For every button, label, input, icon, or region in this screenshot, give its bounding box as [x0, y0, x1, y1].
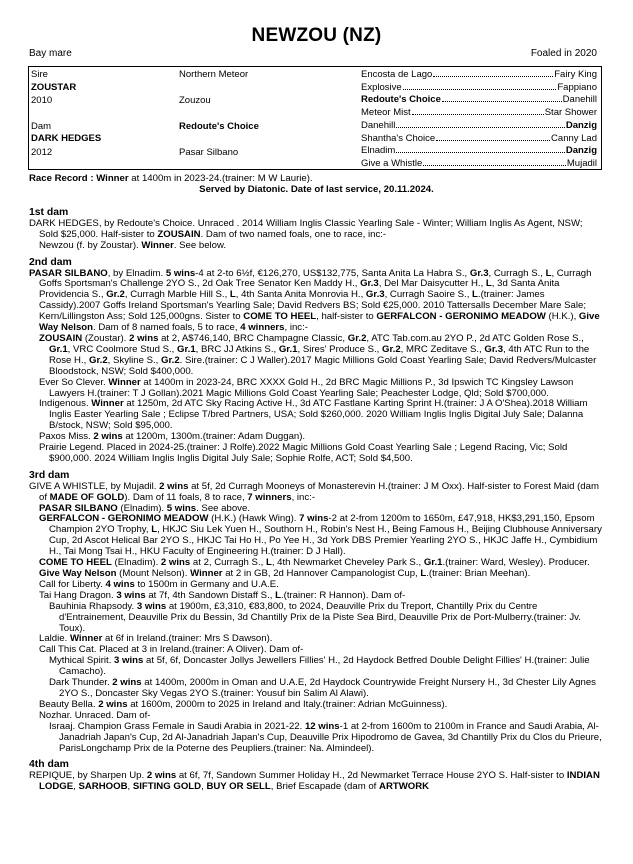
sire-label: Sire [31, 69, 48, 80]
family-entry: Indigenous. Winner at 1250m, 2d ATC Sky Racing Active H., 3d ATC Fastlane Karting Sprint H.(trainer: J A O'Shea).2018 William Inglis Easter Yearling Sale ; Eclipse T/bred Partners, USA; Sold $260,000. 2020 William Inglis Inglis Digital July Sale; Dalanna B/stock, NSW; Sold $95,000. [39, 398, 588, 432]
foaled-year: Foaled in 2020 [530, 48, 597, 59]
race-record-text: at 1400m in 2023-24.(trainer: M W Laurie). [131, 173, 313, 184]
section-heading: 2nd dam [29, 256, 72, 268]
ancestor-sire: Fairy King [554, 69, 597, 80]
pedigree-row [361, 107, 597, 118]
ancestor-sire: Danehill [562, 94, 597, 106]
horse-sex: Bay mare [29, 48, 72, 59]
family-entry: Bauhinia Rhapsody. 3 wins at 1900m, £3,310, €83,800, to 2024, Deauville Prix du Treport, Chantilly Prix du Centre d'Entrainement, Deauville Prix du Bessin, 3d Chantilly Prix de la Piste Sea Bird, Deauville Prix de Port-Mulberry.(trainer: Jv. Toux). [49, 600, 581, 634]
family-entry: Beauty Bella. 2 wins at 1600m, 2000m to 2025 in Ireland and Italy.(trainer: Adrian McGuinness). [39, 698, 448, 710]
ancestor-sire: Fappiano [557, 81, 597, 93]
ancestor-name: Danehill [361, 119, 396, 131]
dot-leader [442, 94, 562, 102]
ancestor-sire: Mujadil [566, 157, 597, 169]
dam-year: 2012 [31, 147, 53, 158]
family-entry: Ever So Clever. Winner at 1400m in 2023-24, BRC XXXX Gold H., 2d BRC Magic Millions P., 3d Ipswich TC Kingsley Lawson Lawyers H.(trainer: T J Gollan).2021 Magic Millions Gold Coast Yearling Sale; Peachester Lodge, Qld; Sold $700,000. [39, 376, 574, 399]
dot-leader [403, 82, 557, 90]
ancestor-name: Explosive [361, 81, 402, 93]
section-heading: 3rd dam [29, 469, 70, 481]
dot-leader [436, 133, 550, 141]
sire-sire: Northern Meteor [179, 69, 249, 80]
dam-sire: Redoute's Choice [179, 121, 259, 132]
horse-name: NEWZOU (NZ) [251, 25, 382, 46]
family-entry: GIVE A WHISTLE, by Mujadil. 2 wins at 5f, 2d Curragh Mooneys of Monasterevin H.(trainer: J M Oxx). Half-sister to Forest Maid (dam of MADE OF GOLD). Dam of 11 foals, 8 to race, 7 winners, inc:- [29, 480, 599, 503]
family-entry: Give Way Nelson (Mount Nelson). Winner at 2 in GB, 2d Hannover Campanologist Cup, L.(trainer: Brian Meehan). [39, 568, 531, 579]
family-entry: COME TO HEEL (Elnadim). 2 wins at 2, Curragh S., L, 4th Newmarket Cheveley Park S., Gr.1.(trainer: Ward, Wesley). Producer. [39, 557, 590, 569]
family-entry: Dark Thunder. 2 wins at 1400m, 2000m in Oman and U.A.E, 2d Haydock Countrywide Freight Nursery H., 3d Chester Lily Agnes 2YO S., Doncaster Sky Vegas 2YO S.(trainer: Yousuf bin Salim Al Alawi). [49, 677, 596, 699]
dam-section [29, 208, 604, 252]
family-entry: Newzou (f. by Zoustar). Winner. See below. [39, 239, 227, 251]
pedigree-row [361, 94, 597, 105]
sire-dam: Zouzou [179, 95, 211, 106]
family-entry: GERFALCON - GERONIMO MEADOW (H.K.) (Hawk Wing). 7 wins-2 at 2-from 1200m to 1650m, £47,918, HK$3,291,150, Epsom Champion 2YO Trophy, L, HKJC Siu Lek Yuen H., Southorn H., Robin's Nest H., Being Famous H., Beijing Clubhouse Anniversary Cup, 2d Ascot Helical Bar 2YO S., HKJC Tai Ho H., Po Yee H., 3d York DBS Premier Yearling 2YO S., HKJC Jaffe H., Cymbidium H., Tai Mong Tsai H., HKU Faculty of Engineering H.(trainer: D J Hall). [39, 513, 602, 558]
dam-dam: Pasar Silbano [179, 147, 239, 158]
sire-name: ZOUSTAR [31, 82, 77, 93]
dam-section [29, 471, 604, 755]
pedigree-row [361, 82, 597, 93]
family-entry: REPIQUE, by Sharpen Up. 2 wins at 6f, 7f, Sandown Summer Holiday H., 2d Newmarket Terrace House 2YO S. Half-sister to INDIAN LODGE, SARHOOB, SIFTING GOLD, BUY OR SELL, Brief Escapade (dam of ARTWORK [29, 770, 600, 793]
ancestor-sire: Danzig [565, 145, 597, 157]
family-entry: DARK HEDGES, by Redoute's Choice. Unraced . 2014 William Inglis Classic Yearling Sale - Winter; William Inglis As Agent, NSW; Sold $25,000. Half-sister to ZOUSAIN. Dam of two named foals, one to race, inc:- [29, 217, 583, 240]
ancestor-sire: Canny Lad [551, 132, 597, 144]
family-entry: Call This Cat. Placed at 3 in Ireland.(trainer: A Oliver). Dam of- [39, 644, 304, 656]
ancestor-name: Give a Whistle [361, 157, 423, 169]
race-record-label: Race Record : [29, 173, 94, 184]
family-entry: Mythical Spirit. 3 wins at 5f, 6f, Doncaster Jollys Jewellers Fillies' H., 2d Haydock Betfred Double Delight Fillies' H.(trainer: Julie Camacho). [49, 655, 590, 678]
dot-leader [423, 158, 566, 166]
pedigree-table [28, 66, 602, 170]
service-note: Served by Diatonic. Date of last service, 20.11.2024. [199, 183, 434, 195]
dam-section [29, 760, 604, 793]
family-entry: PASAR SILBANO (Elnadim). 5 wins. See above. [39, 502, 250, 514]
family-entry: PASAR SILBANO, by Elnadim. 5 wins-4 at 2-to 6½f, €126,270, US$132,775, Santa Anita La Habra S., Gr.3, Curragh S., L, Curragh Goffs Sportsman's Challenge 2YO S., 2d Oak Tree Senator Ken Maddy H., Gr.3, Del Mar Daisycutter H., L, 3d Santa Anita Providencia S., Gr.2, Curragh Marble Hill S., L, 4th Santa Anita Monrovia H., Gr.3, Curragh Saoire S., L.(trainer: James Cassidy).2007 Goffs Ireland Sportsman's Yearling Sale; David Redvers BS; Sold €25,000. 2010 Tattersalls December Mare Sale; Kern/Lillingston Ass; Sold 125,000gns. Sister to COME TO HEEL, half-sister to GERFALCON - GERONIMO MEADOW (H.K.), Give Way Nelson. Dam of 8 named foals, 5 to race, 4 winners, inc:- [29, 267, 600, 334]
pedigree-row [361, 145, 597, 156]
ancestor-name: Elnadim [361, 145, 396, 157]
dam-name: DARK HEDGES [31, 133, 102, 144]
sire-year: 2010 [31, 95, 53, 106]
pedigree-row [361, 158, 597, 169]
dot-leader [396, 120, 565, 128]
family-entry: Prairie Legend. Placed in 2024-25.(trainer: J Rolfe).2022 Magic Millions Gold Coast Yearling Sale ; Legend Racing, Vic; Sold $900,000. 2024 William Inglis Inglis Digital July Sale; Sophie Rolfe, ACT; Sold $4,500. [39, 442, 568, 464]
family-entry: Laldie. Winner at 6f in Ireland.(trainer: Mrs S Dawson). [39, 633, 273, 645]
ancestor-sire: Danzig [565, 119, 597, 131]
ancestor-sire: Star Shower [544, 107, 597, 119]
family-sections [29, 208, 604, 793]
ancestor-name: Encosta de Lago [361, 69, 433, 80]
dot-leader [433, 69, 553, 77]
ancestor-name: Shantha's Choice [361, 132, 436, 144]
family-entry: Call for Liberty. 4 wins to 1500m in Germany and U.A.E. [39, 578, 279, 590]
race-record [29, 174, 604, 196]
section-heading: 4th dam [29, 759, 69, 771]
dot-leader [412, 107, 544, 115]
family-entry: Tai Hang Dragon. 3 wins at 7f, 4th Sandown Distaff S., L.(trainer: R Hannon). Dam of- [39, 589, 406, 601]
pedigree-row [361, 120, 597, 131]
dot-leader [396, 145, 565, 153]
ancestor-name: Redoute's Choice [361, 94, 441, 106]
family-entry: Nozhar. Unraced. Dam of- [39, 709, 151, 721]
dam-section [29, 258, 604, 465]
section-heading: 1st dam [29, 207, 69, 218]
dam-label: Dam [31, 121, 52, 132]
pedigree-row [361, 133, 597, 144]
family-entry: ZOUSAIN (Zoustar). 2 wins at 2, A$746,140, BRC Champagne Classic, Gr.2, ATC Tab.com.au 2YO P., 2d ATC Golden Rose S., Gr.1, VRC Coolmore Stud S., Gr.1, BRC JJ Atkins S., Gr.1, Sires' Produce S., Gr.2, MRC Zeditave S., Gr.3, 4th ATC Run to the Rose H., Gr.2, Skyline S., Gr.2. Sire.(trainer: C J Waller).2017 Magic Millions Gold Coast Yearling Sale; David Redvers/Mulcaster Bloodstock, NSW; Sold $400,000. [39, 332, 597, 377]
ancestor-name: Meteor Mist [361, 107, 411, 119]
family-entry: Israaj. Champion Grass Female in Saudi Arabia in 2021-22. 12 wins-1 at 2-from 1600m to 2100m in France and Saudi Arabia, Al-Janadriah Japan's Cup, 2d Al-Janadriah Japan's Cup, Deauville Prix Hipodromo de Gavea, 3d Chantilly Prix du Clos du Prieure, ParisLongchamp Prix de la Poterne des Peupliers.(trainer: Na. Almindeel). [49, 720, 602, 754]
race-record-winner: Winner [96, 173, 129, 184]
family-entry: Paxos Miss. 2 wins at 1200m, 1300m.(trainer: Adam Duggan). [39, 431, 306, 443]
pedigree-row [361, 69, 597, 80]
